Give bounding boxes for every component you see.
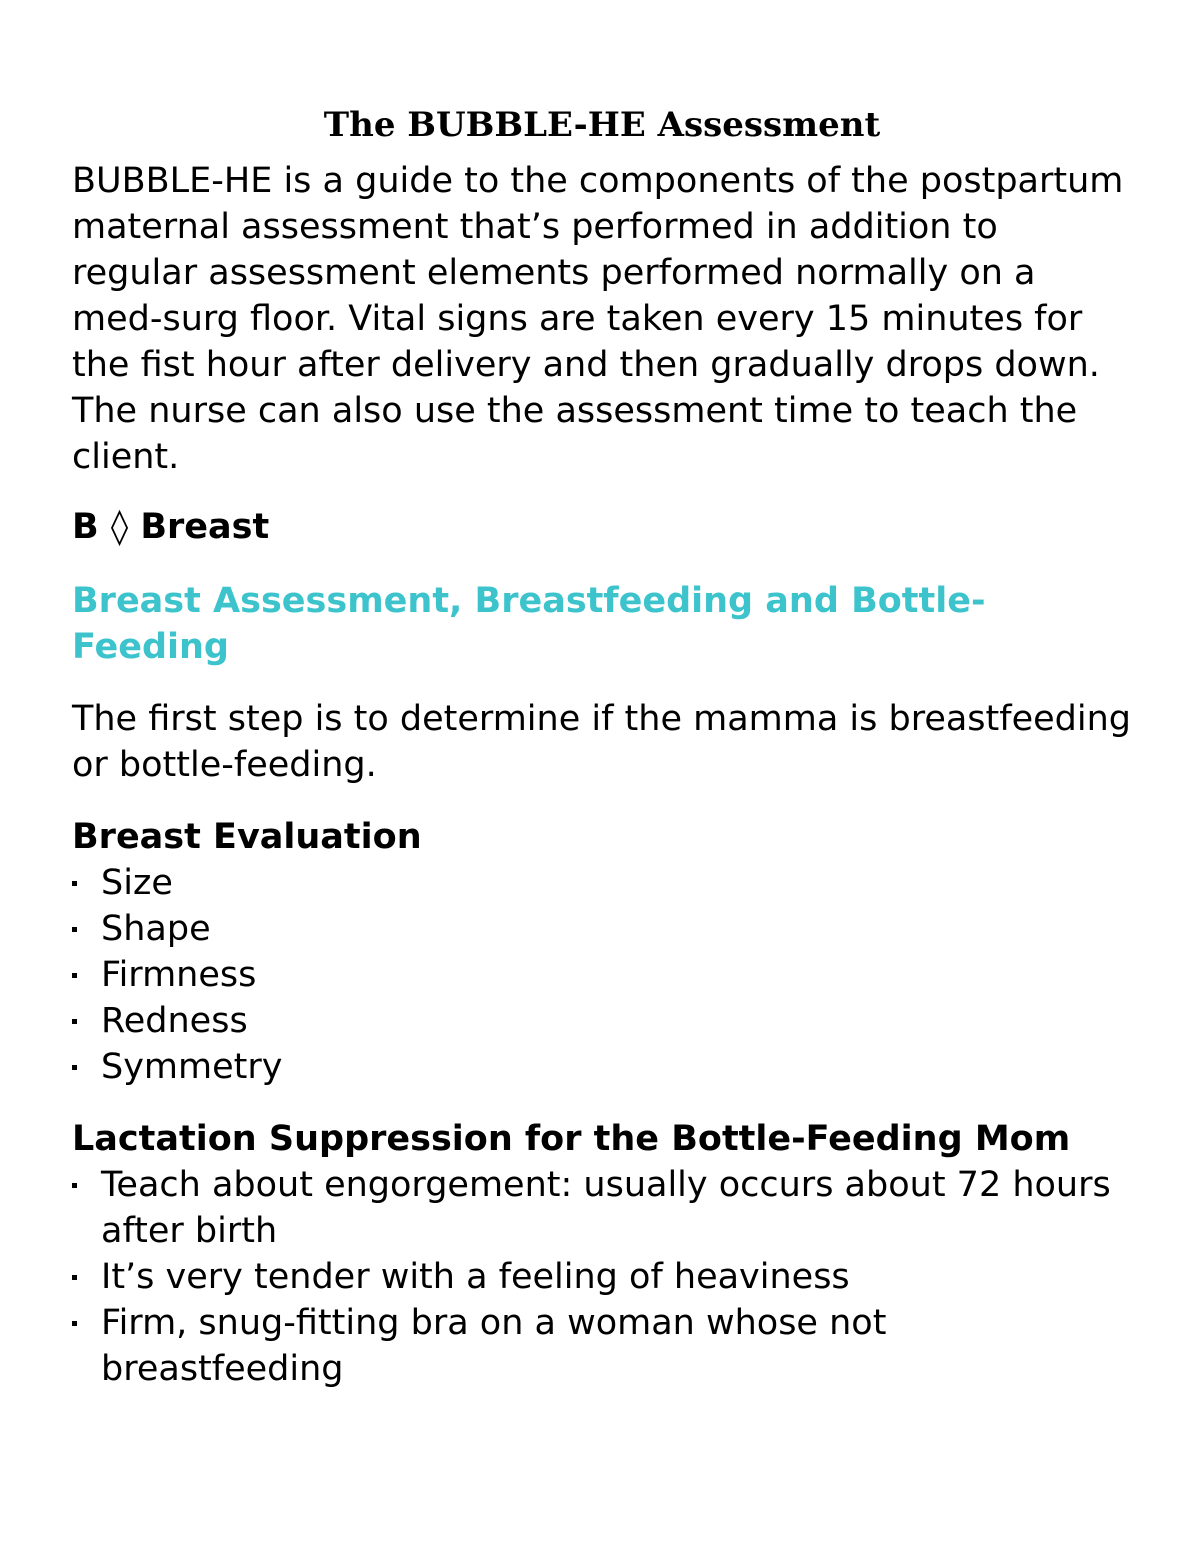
document-page — [72, 100, 1132, 1418]
bullet-icon — [72, 927, 77, 932]
section-label-breast: B ◊ Breast — [72, 507, 270, 547]
bullet-icon — [72, 973, 77, 978]
list-item-text: It’s very tender with a feeling of heaviness — [101, 1257, 850, 1297]
document-title: The BUBBLE-HE Assessment — [323, 105, 881, 145]
lactation-suppression-list — [72, 1162, 1132, 1392]
list-item-text: Redness — [101, 1001, 248, 1041]
lactation-suppression-heading: Lactation Suppression for the Bottle-Feeding Mom — [72, 1119, 1071, 1159]
list-item-text: Shape — [101, 909, 211, 949]
list-item — [72, 952, 1132, 998]
list-item-text: Teach about engorgement: usually occurs about 72 hours after birth — [101, 1165, 1111, 1251]
list-item — [72, 860, 1132, 906]
list-item — [72, 1300, 1132, 1392]
bullet-icon — [72, 1065, 77, 1070]
bullet-icon — [72, 1183, 77, 1188]
list-item-text: Firmness — [101, 955, 257, 995]
list-item — [72, 998, 1132, 1044]
list-item-text: Size — [101, 863, 173, 903]
breast-evaluation-list — [72, 860, 1132, 1090]
bullet-icon — [72, 1275, 77, 1280]
list-item-text: Firm, snug-fitting bra on a woman whose not breastfeeding — [101, 1303, 887, 1389]
bullet-icon — [72, 1321, 77, 1326]
breast-evaluation-heading: Breast Evaluation — [72, 817, 422, 857]
list-item — [72, 906, 1132, 952]
first-step-paragraph: The first step is to determine if the mamma is breastfeeding or bottle-feeding. — [72, 699, 1131, 785]
section-subheading: Breast Assessment, Breastfeeding and Bottle-Feeding — [72, 581, 986, 667]
list-item — [72, 1254, 1132, 1300]
list-item — [72, 1044, 1132, 1090]
list-item — [72, 1162, 1132, 1254]
intro-paragraph: BUBBLE-HE is a guide to the components of the postpartum maternal assessment that’s performed in addition to regular assessment elements performed normally on a med-surg floor. Vital signs are taken every 15 minutes for the fist hour after delivery and then gradually drops down. The nurse can also use the assessment time to teach the client. — [72, 161, 1124, 477]
bullet-icon — [72, 881, 77, 886]
list-item-text: Symmetry — [101, 1047, 283, 1087]
bullet-icon — [72, 1019, 77, 1024]
